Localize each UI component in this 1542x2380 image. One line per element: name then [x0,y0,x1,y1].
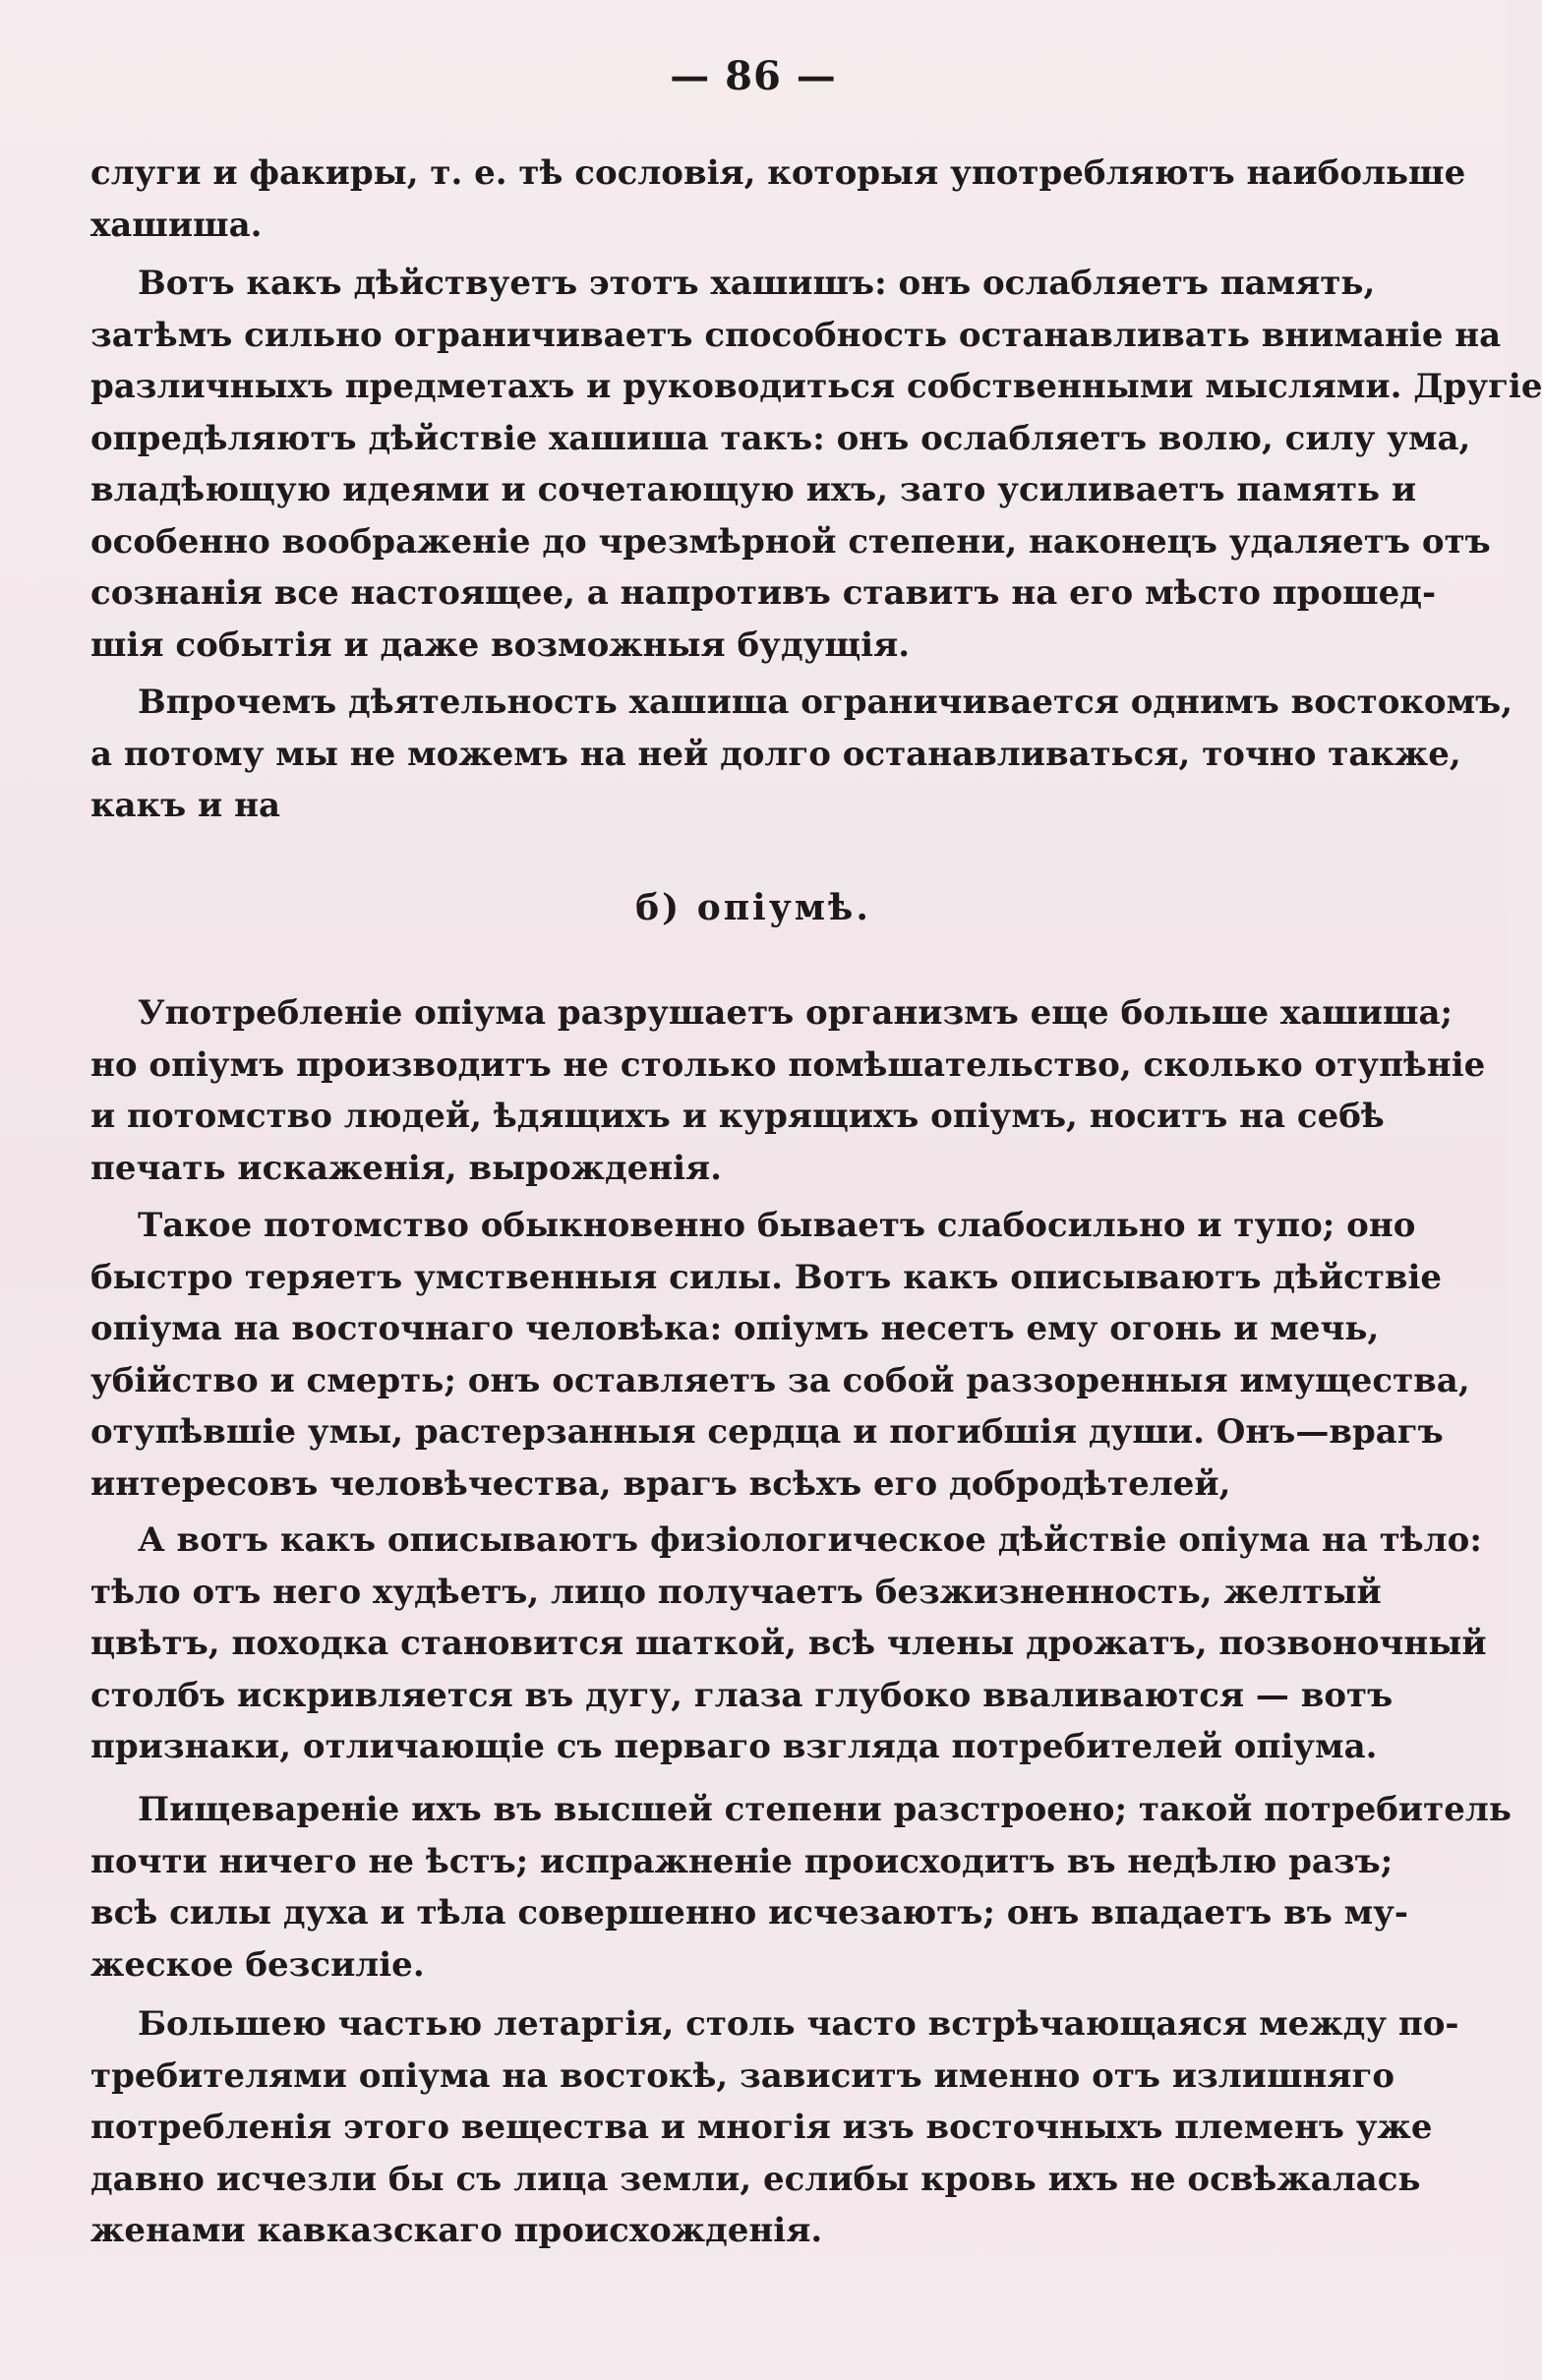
text-line: шія событія и даже возможныя будущія. [90,625,911,665]
paragraph-hashish-effects [90,258,1542,671]
text-line: сознанія все настоящее, а напротивъ ставитъ на его мѣсто прошед- [90,573,1437,613]
text-line: интересовъ человѣчества, врагъ всѣхъ его добродѣтелей, [90,1463,1231,1504]
paragraph-continuation [90,148,1466,251]
text-line: признаки, отличающіе съ перваго взгляда потребителей опіума. [90,1727,1378,1766]
text-line: всѣ силы духа и тѣла совершенно исчезаютъ; онъ впадаетъ въ му- [90,1893,1409,1933]
text-line: печать искаженія, вырожденія. [90,1148,723,1188]
text-line: женами кавказскаго происхожденія. [90,2211,823,2250]
section-heading: б) опіумѣ. [635,887,871,928]
text-line: какъ и на [90,786,281,825]
text-line: а потому мы не можемъ на ней долго останавливаться, точно также, [90,734,1461,774]
text-line: владѣющую идеями и сочетающую ихъ, зато усиливаетъ память и [90,470,1417,509]
text-line: особенно воображеніе до чрезмѣрной степени, наконецъ удаляетъ отъ [90,521,1491,562]
text-line: давно исчезли бы съ лица земли, еслибы кровь ихъ не освѣжалась [90,2159,1421,2199]
text-line: Такое потомство обыкновенно бываетъ слабосильно и тупо; оно [138,1206,1416,1245]
paragraph-opium-digestion [90,1784,1512,1991]
text-line: но опіумъ производитъ не столько помѣшательство, сколько отупѣніе [90,1044,1486,1085]
text-line: хашиша. [90,205,263,245]
page-number: — 86 — [670,53,837,99]
text-line: требителями опіума на востокѣ, зависитъ именно отъ излишняго [90,2055,1394,2096]
paragraph-opium-physiology [90,1515,1487,1773]
text-line: Большею частью летаргія, столь часто встрѣчающаяся между по- [138,2004,1459,2044]
text-line: жеское безсиліе. [90,1944,425,1985]
text-line: опіума на восточнаго человѣка: опіумъ несетъ ему огонь и мечь, [90,1309,1380,1348]
text-line: Пищевареніе ихъ въ высшей степени разстроено; такой потребитель [138,1790,1512,1829]
text-line: Впрочемъ дѣятельность хашиша ограничивается однимъ востокомъ, [138,683,1513,722]
paragraph-hashish-east [90,677,1513,832]
text-line: цвѣтъ, походка становится шаткой, всѣ члены дрожатъ, позвоночный [90,1624,1487,1663]
text-line: слуги и факиры, т. е. тѣ сословія, которыя употребляютъ наибольше [90,153,1466,193]
text-line: столбъ искривляется въ дугу, глаза глубоко вваливаются — вотъ [90,1675,1394,1715]
paragraph-opium-lethargy [90,1998,1459,2257]
text-line: быстро теряетъ умственныя силы. Вотъ какъ описываютъ дѣйствіе [90,1257,1443,1297]
text-line: и потомство людей, ѣдящихъ и курящихъ опіумъ, носитъ на себѣ [90,1097,1385,1136]
text-line: почти ничего не ѣстъ; испражненіе происходитъ въ недѣлю разъ; [90,1841,1394,1881]
text-line: Употребленіе опіума разрушаетъ организмъ еще больше хашиша; [138,993,1453,1033]
text-line: опредѣляютъ дѣйствіе хашиша такъ: онъ ослабляетъ волю, силу ума, [90,418,1471,458]
text-line: потребленія этого вещества и многія изъ восточныхъ племенъ уже [90,2108,1433,2147]
text-line: Вотъ какъ дѣйствуетъ этотъ хашишъ: онъ ослабляетъ память, [138,264,1376,303]
paragraph-opium-offspring [90,1200,1470,1510]
text-line: убійство и смерть; онъ оставляетъ за собой раззоренныя имущества, [90,1360,1470,1400]
text-line: затѣмъ сильно ограничиваетъ способность останавливать вниманіе на [90,315,1502,355]
paragraph-opium-intro [90,987,1486,1194]
text-line: отупѣвшіе умы, растерзанныя сердца и погибшія души. Онъ—врагъ [90,1412,1444,1452]
text-line: тѣло отъ него худѣетъ, лицо получаетъ безжизненность, желтый [90,1572,1382,1612]
text-line: А вотъ какъ описываютъ физіологическое дѣйствіе опіума на тѣло: [138,1520,1482,1560]
text-line: различныхъ предметахъ и руководиться собственными мыслями. Другіе [90,367,1542,406]
